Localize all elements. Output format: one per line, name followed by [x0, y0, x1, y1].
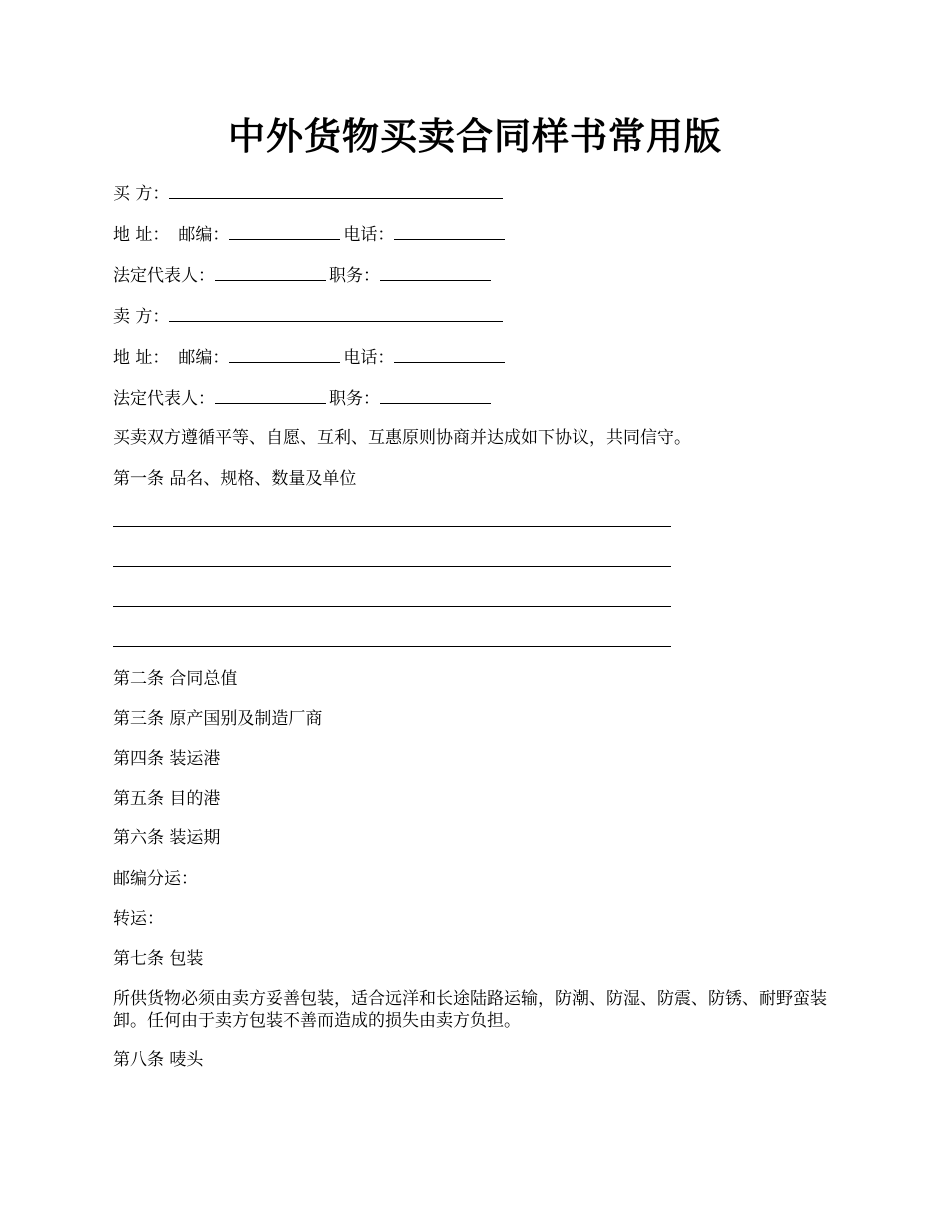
seller-postcode-label: 邮编：	[178, 348, 230, 368]
seller-rep-line	[113, 386, 494, 410]
transshipment-label: 转运：	[113, 909, 164, 929]
fill-in-rule	[113, 566, 671, 567]
buyer-party-line	[113, 181, 506, 205]
article-5-heading: 第五条 目的港	[113, 789, 221, 809]
seller-party-label: 卖 方：	[113, 307, 170, 327]
seller-party-line	[113, 304, 506, 328]
buyer-position-label: 职务：	[329, 266, 380, 286]
buyer-rep-line	[113, 263, 494, 287]
seller-address-line	[113, 345, 508, 369]
seller-rep-label: 法定代表人：	[113, 389, 215, 409]
seller-address-label: 地 址：	[113, 348, 170, 368]
buyer-rep-label: 法定代表人：	[113, 266, 215, 286]
seller-position-blank	[380, 386, 491, 404]
article-7-heading: 第七条 包装	[113, 949, 204, 969]
buyer-address-line	[113, 222, 508, 246]
buyer-phone-label: 电话：	[343, 225, 395, 245]
document-title: 中外货物买卖合同样书常用版	[228, 114, 722, 158]
article-4-heading: 第四条 装运港	[113, 749, 221, 769]
buyer-address-label: 地 址：	[113, 225, 170, 245]
seller-position-label: 职务：	[329, 389, 380, 409]
article-2-heading: 第二条 合同总值	[113, 669, 238, 689]
fill-in-rule	[113, 606, 671, 607]
agreement-intro: 买卖双方遵循平等、自愿、互利、互惠原则协商并达成如下协议，共同信守。	[113, 428, 691, 448]
buyer-rep-blank	[215, 263, 326, 281]
article-1-heading: 第一条 品名、规格、数量及单位	[113, 469, 357, 489]
seller-postcode-blank	[229, 345, 340, 363]
packing-paragraph: 所供货物必须由卖方妥善包装，适合远洋和长途陆路运输，防潮、防湿、防震、防锈、耐野蛮装卸。任何由于卖方包装不善而造成的损失由卖方负担。	[113, 989, 827, 1031]
seller-rep-blank	[215, 386, 326, 404]
article-6-heading: 第六条 装运期	[113, 828, 221, 848]
buyer-postcode-label: 邮编：	[178, 225, 230, 245]
buyer-position-blank	[380, 263, 491, 281]
seller-phone-blank	[394, 345, 505, 363]
partial-shipment-label: 邮编分运：	[113, 869, 198, 889]
article-8-heading: 第八条 唛头	[113, 1050, 204, 1070]
seller-phone-label: 电话：	[343, 348, 395, 368]
fill-in-rule	[113, 646, 671, 647]
fill-in-rule	[113, 526, 671, 527]
buyer-postcode-blank	[229, 222, 340, 240]
buyer-party-label: 买 方：	[113, 184, 170, 204]
buyer-party-blank	[169, 181, 503, 199]
seller-party-blank	[169, 304, 503, 322]
article-3-heading: 第三条 原产国别及制造厂商	[113, 709, 323, 729]
buyer-phone-blank	[394, 222, 505, 240]
